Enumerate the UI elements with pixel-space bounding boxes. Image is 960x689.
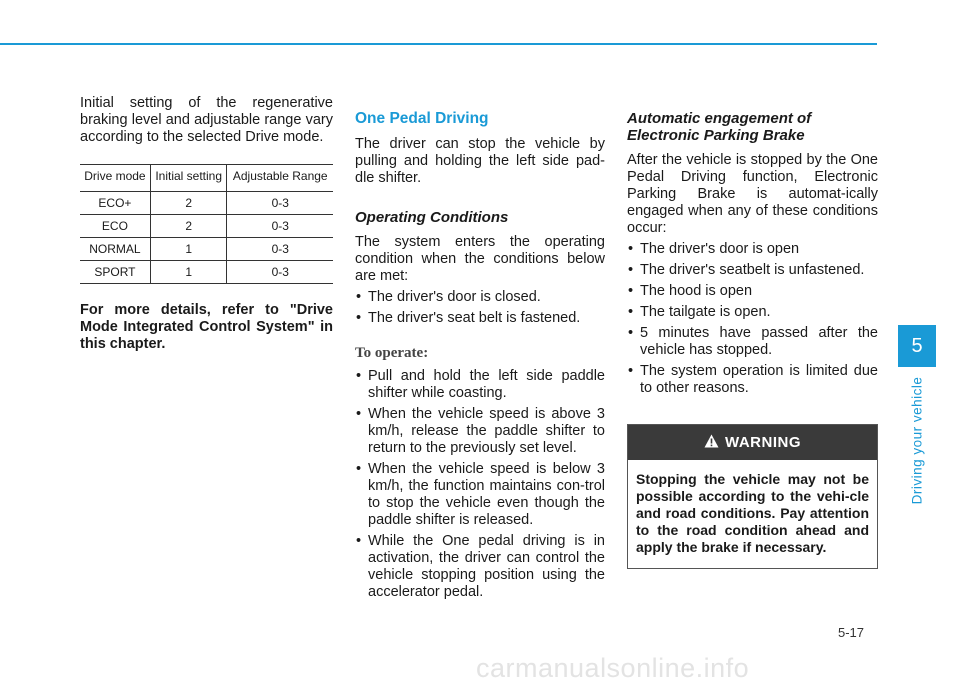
- warning-box: [627, 424, 878, 569]
- table-row: [80, 215, 333, 238]
- header-rule: [0, 43, 877, 45]
- subsection-title-to-operate: To operate:: [355, 345, 429, 361]
- one-pedal-intro: The driver can stop the vehicle by pulling and holding the left side pad-dle shifter.: [355, 136, 605, 186]
- regen-intro-paragraph: Initial setting of the regenerative braking level and adjustable range vary according to the selected Drive mode.: [80, 95, 333, 145]
- list-item: • The driver's seat belt is fastened.: [355, 310, 605, 327]
- chapter-tab: [898, 325, 936, 367]
- list-item: • The driver's seatbelt is unfastened.: [627, 262, 878, 279]
- chapter-label: Driving your vehicle: [909, 376, 925, 505]
- table-cell: 1: [150, 238, 227, 261]
- table-header-adjustable-range: Adjustable Range: [227, 165, 333, 192]
- table-cell: 0-3: [227, 238, 333, 261]
- epb-intro: After the vehicle is stopped by the One Pedal Driving function, Electronic Parking Brake is automat-ically engaged when any of these conditions occur:: [627, 152, 878, 236]
- warning-text: Stopping the vehicle may not be possible according to the vehi-cle and road conditions. Pay attention to the road condition ahead and apply the brake if necessary.: [636, 471, 869, 555]
- operate-steps-list: [355, 368, 605, 601]
- section-title-one-pedal: One Pedal Driving: [355, 110, 489, 127]
- chapter-number: 5: [911, 334, 923, 357]
- section-title-epb-engagement: Automatic engagement of Electronic Parking Brake: [627, 110, 812, 144]
- table-row: [80, 238, 333, 261]
- table-row: [80, 261, 333, 284]
- page-number: 5-17: [838, 625, 865, 640]
- list-item: • Pull and hold the left side paddle shifter while coasting.: [355, 368, 605, 402]
- list-item: • The hood is open: [627, 283, 878, 300]
- warning-triangle-icon: [704, 434, 719, 452]
- table-header-initial-setting: Initial setting: [150, 165, 227, 192]
- list-item: • The system operation is limited due to other reasons.: [627, 363, 878, 397]
- warning-header: [628, 425, 877, 460]
- table-cell: 2: [150, 192, 227, 215]
- drive-mode-table: [80, 164, 333, 284]
- epb-conditions-list: [627, 241, 878, 397]
- watermark: carmanualsonline.info: [476, 653, 750, 683]
- column-middle: [355, 110, 605, 605]
- list-item: • When the vehicle speed is above 3 km/h, release the paddle shifter to return to the previously set level.: [355, 406, 605, 457]
- subsection-title-operating-conditions: Operating Conditions: [355, 209, 509, 226]
- column-left: [80, 95, 333, 353]
- table-cell: 0-3: [227, 261, 333, 284]
- drive-mode-reference-note: For more details, refer to "Drive Mode Integrated Control System" in this chapter.: [80, 302, 333, 352]
- table-header-row: [80, 165, 333, 192]
- list-item: • When the vehicle speed is below 3 km/h, the function maintains con-trol to stop the vehicle even though the paddle shifter is released.: [355, 461, 605, 529]
- list-item: • While the One pedal driving is in activation, the driver can control the vehicle stopping position using the accelerator pedal.: [355, 533, 605, 601]
- list-item: • The driver's door is closed.: [355, 289, 605, 306]
- table-cell: 2: [150, 215, 227, 238]
- column-right: [627, 110, 878, 401]
- table-cell: 1: [150, 261, 227, 284]
- operating-conditions-list: [355, 289, 605, 327]
- operating-conditions-intro: The system enters the operating condition when the conditions below are met:: [355, 234, 605, 284]
- table-row: [80, 192, 333, 215]
- table-cell: 0-3: [227, 215, 333, 238]
- table-cell: ECO: [80, 215, 150, 238]
- list-item: • The driver's door is open: [627, 241, 878, 258]
- warning-label: WARNING: [725, 434, 801, 451]
- list-item: • 5 minutes have passed after the vehicle has stopped.: [627, 325, 878, 359]
- table-cell: 0-3: [227, 192, 333, 215]
- table-cell: SPORT: [80, 261, 150, 284]
- table-cell: NORMAL: [80, 238, 150, 261]
- table-header-drive-mode: Drive mode: [80, 165, 150, 192]
- list-item: • The tailgate is open.: [627, 304, 878, 321]
- table-cell: ECO+: [80, 192, 150, 215]
